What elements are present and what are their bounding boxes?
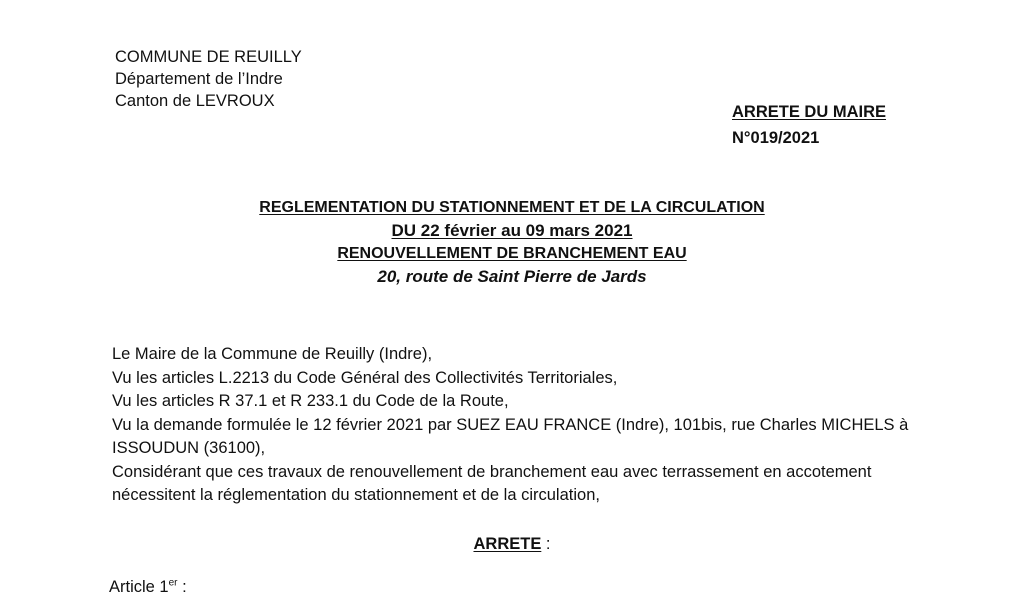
subject-dates: DU 22 février au 09 mars 2021 — [391, 221, 633, 240]
decision-label: ARRETE — [473, 535, 542, 553]
article-sup: er — [168, 577, 178, 589]
commune-name: COMMUNE DE REUILLY — [115, 48, 302, 66]
subject-block — [0, 196, 1024, 288]
preamble-line: Vu la demande formulée le 12 février 2021 par SUEZ EAU FRANCE (Indre), 101bis, rue Charles MICHELS à — [112, 415, 909, 434]
article-prefix: Article 1 — [109, 578, 169, 596]
departement-name: Département de l’Indre — [115, 70, 283, 88]
preamble-line: Vu les articles R 37.1 et R 233.1 du Code de la Route, — [112, 392, 509, 410]
article-suffix: : — [177, 578, 187, 596]
arrete-title: ARRETE DU MAIRE — [732, 103, 887, 121]
preamble-line: Vu les articles L.2213 du Code Général des Collectivités Territoriales, — [112, 368, 618, 387]
subject-address: 20, route de Saint Pierre de Jards — [377, 267, 647, 286]
decision-heading — [0, 533, 1024, 555]
preamble — [112, 343, 942, 508]
preamble-line: Considérant que ces travaux de renouvellement de branchement eau avec terrassement en accotement — [112, 462, 872, 481]
canton-name: Canton de LEVROUX — [115, 92, 275, 110]
subject-line-1: REGLEMENTATION DU STATIONNEMENT ET DE LA CIRCULATION — [259, 199, 765, 216]
decision-suffix: : — [541, 535, 551, 553]
arrete-reference — [732, 99, 886, 151]
preamble-line: nécessitent la réglementation du stationnement et de la circulation, — [112, 486, 600, 504]
preamble-line: ISSOUDUN (36100), — [112, 439, 266, 457]
subject-line-3: RENOUVELLEMENT DE BRANCHEMENT EAU — [337, 245, 687, 262]
issuer-header — [115, 46, 302, 112]
article-heading — [109, 576, 187, 598]
arrete-number: N°019/2021 — [732, 129, 820, 147]
preamble-line: Le Maire de la Commune de Reuilly (Indre), — [112, 345, 433, 363]
